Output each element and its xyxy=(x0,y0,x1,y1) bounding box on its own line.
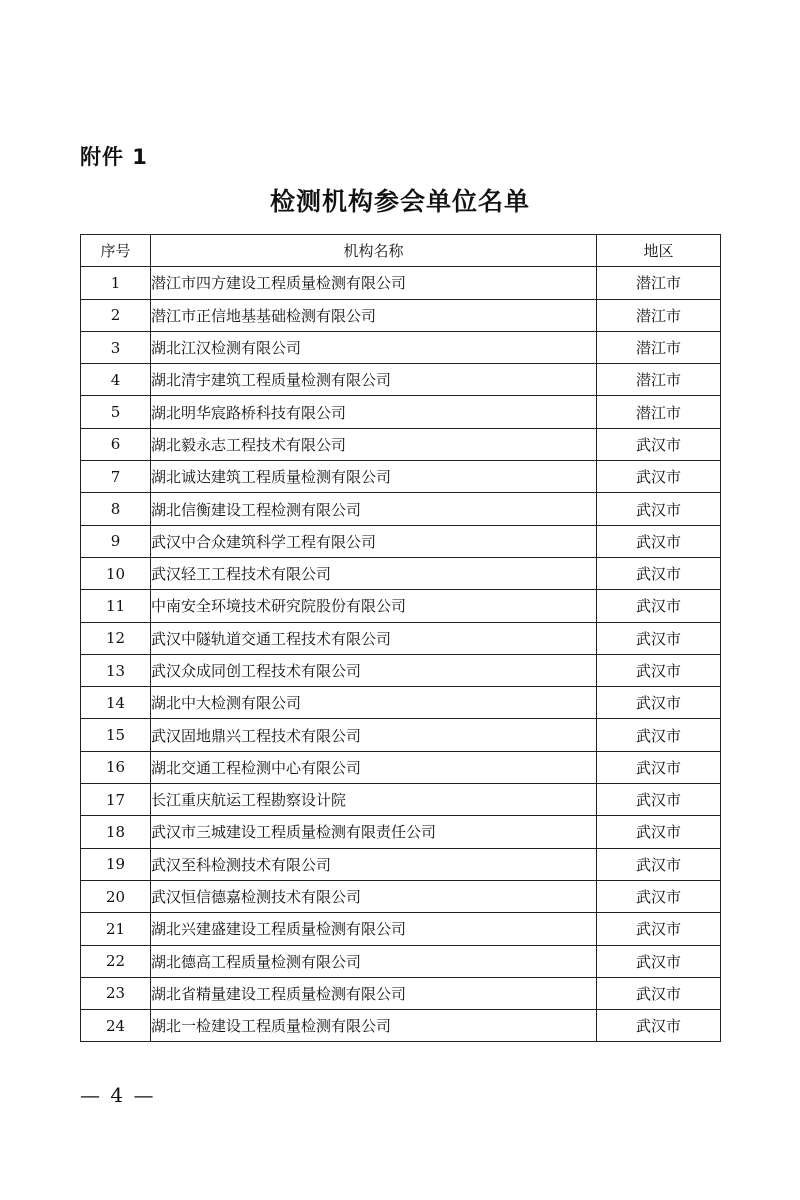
attachment-label: 附件 1 xyxy=(80,145,148,169)
region: 武汉市 xyxy=(597,557,721,589)
institution-name: 湖北兴建盛建设工程质量检测有限公司 xyxy=(151,913,597,945)
region: 武汉市 xyxy=(597,719,721,751)
institution-name: 湖北交通工程检测中心有限公司 xyxy=(151,751,597,783)
region: 武汉市 xyxy=(597,1010,721,1042)
region: 武汉市 xyxy=(597,428,721,460)
institution-table xyxy=(80,234,721,1042)
institution-name: 武汉至科检测技术有限公司 xyxy=(151,848,597,880)
table-row xyxy=(81,945,721,977)
institution-name: 湖北江汉检测有限公司 xyxy=(151,331,597,363)
row-number: 21 xyxy=(81,913,151,945)
region: 武汉市 xyxy=(597,461,721,493)
table-row xyxy=(81,1010,721,1042)
page-title: 检测机构参会单位名单 xyxy=(269,187,530,216)
table-row xyxy=(81,590,721,622)
row-number: 22 xyxy=(81,945,151,977)
table-row xyxy=(81,299,721,331)
region: 武汉市 xyxy=(597,622,721,654)
table-row xyxy=(81,331,721,363)
institution-name: 武汉市三城建设工程质量检测有限责任公司 xyxy=(151,816,597,848)
table-row xyxy=(81,493,721,525)
row-number: 3 xyxy=(81,331,151,363)
row-number: 4 xyxy=(81,364,151,396)
region: 武汉市 xyxy=(597,848,721,880)
row-number: 12 xyxy=(81,622,151,654)
institution-name: 湖北信衡建设工程检测有限公司 xyxy=(151,493,597,525)
region: 武汉市 xyxy=(597,977,721,1009)
institution-name: 武汉恒信德嘉检测技术有限公司 xyxy=(151,880,597,912)
institution-name: 武汉众成同创工程技术有限公司 xyxy=(151,654,597,686)
region: 武汉市 xyxy=(597,687,721,719)
table-row xyxy=(81,654,721,686)
column-header-area: 地区 xyxy=(597,235,721,267)
region: 潜江市 xyxy=(597,331,721,363)
region: 武汉市 xyxy=(597,654,721,686)
column-header-number: 序号 xyxy=(81,235,151,267)
row-number: 2 xyxy=(81,299,151,331)
table-row xyxy=(81,557,721,589)
region: 武汉市 xyxy=(597,525,721,557)
row-number: 6 xyxy=(81,428,151,460)
row-number: 9 xyxy=(81,525,151,557)
row-number: 14 xyxy=(81,687,151,719)
institution-name: 武汉中合众建筑科学工程有限公司 xyxy=(151,525,597,557)
row-number: 11 xyxy=(81,590,151,622)
institution-name: 湖北德高工程质量检测有限公司 xyxy=(151,945,597,977)
row-number: 1 xyxy=(81,267,151,299)
table-row xyxy=(81,364,721,396)
institution-name: 湖北一检建设工程质量检测有限公司 xyxy=(151,1010,597,1042)
row-number: 18 xyxy=(81,816,151,848)
region: 潜江市 xyxy=(597,364,721,396)
institution-name: 中南安全环境技术研究院股份有限公司 xyxy=(151,590,597,622)
region: 潜江市 xyxy=(597,299,721,331)
column-header-name: 机构名称 xyxy=(151,235,597,267)
institution-name: 湖北诚达建筑工程质量检测有限公司 xyxy=(151,461,597,493)
region: 武汉市 xyxy=(597,945,721,977)
region: 武汉市 xyxy=(597,816,721,848)
row-number: 16 xyxy=(81,751,151,783)
institution-name: 武汉固地鼎兴工程技术有限公司 xyxy=(151,719,597,751)
table-row xyxy=(81,622,721,654)
table-header-row xyxy=(81,235,721,267)
table-row xyxy=(81,977,721,1009)
table-row xyxy=(81,525,721,557)
table-body xyxy=(81,267,721,1042)
region: 武汉市 xyxy=(597,913,721,945)
region: 武汉市 xyxy=(597,784,721,816)
institution-name: 潜江市四方建设工程质量检测有限公司 xyxy=(151,267,597,299)
table-row xyxy=(81,751,721,783)
region: 武汉市 xyxy=(597,590,721,622)
institution-name: 湖北省精量建设工程质量检测有限公司 xyxy=(151,977,597,1009)
table-row xyxy=(81,396,721,428)
table-row xyxy=(81,428,721,460)
table-row xyxy=(81,461,721,493)
row-number: 5 xyxy=(81,396,151,428)
page-number: — 4 — xyxy=(80,1083,156,1107)
table-row xyxy=(81,687,721,719)
table-row xyxy=(81,267,721,299)
row-number: 19 xyxy=(81,848,151,880)
table-row xyxy=(81,816,721,848)
row-number: 20 xyxy=(81,880,151,912)
row-number: 17 xyxy=(81,784,151,816)
table-row xyxy=(81,719,721,751)
institution-name: 湖北毅永志工程技术有限公司 xyxy=(151,428,597,460)
table-row xyxy=(81,913,721,945)
region: 潜江市 xyxy=(597,396,721,428)
table-row xyxy=(81,784,721,816)
table-row xyxy=(81,880,721,912)
row-number: 24 xyxy=(81,1010,151,1042)
region: 武汉市 xyxy=(597,880,721,912)
institution-name: 武汉轻工工程技术有限公司 xyxy=(151,557,597,589)
institution-name: 长江重庆航运工程勘察设计院 xyxy=(151,784,597,816)
region: 潜江市 xyxy=(597,267,721,299)
table-row xyxy=(81,848,721,880)
row-number: 10 xyxy=(81,557,151,589)
institution-name: 湖北中大检测有限公司 xyxy=(151,687,597,719)
institution-name: 武汉中隧轨道交通工程技术有限公司 xyxy=(151,622,597,654)
row-number: 15 xyxy=(81,719,151,751)
region: 武汉市 xyxy=(597,751,721,783)
region: 武汉市 xyxy=(597,493,721,525)
row-number: 7 xyxy=(81,461,151,493)
institution-name: 湖北明华宸路桥科技有限公司 xyxy=(151,396,597,428)
row-number: 8 xyxy=(81,493,151,525)
institution-name: 潜江市正信地基基础检测有限公司 xyxy=(151,299,597,331)
row-number: 23 xyxy=(81,977,151,1009)
institution-name: 湖北清宇建筑工程质量检测有限公司 xyxy=(151,364,597,396)
row-number: 13 xyxy=(81,654,151,686)
